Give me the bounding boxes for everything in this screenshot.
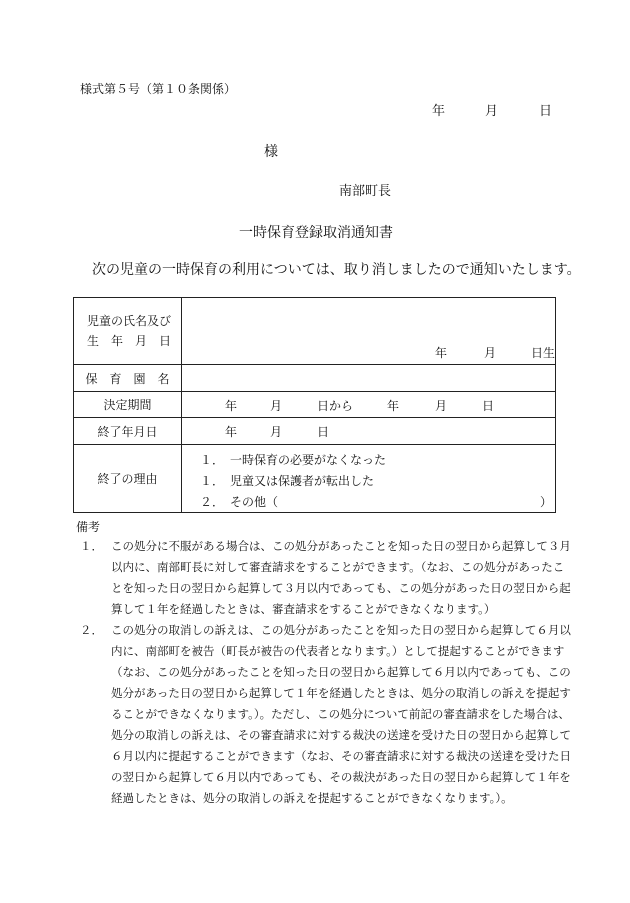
period-day-2: 日 <box>482 399 495 413</box>
reason-option-1[interactable]: １． 一時保育の必要がなくなった <box>200 453 387 467</box>
date-month: 月 <box>485 104 499 119</box>
issuer-name: 南部町長 <box>339 184 392 199</box>
end-year: 年 <box>225 425 238 439</box>
nursery-label: 保 育 園 名 <box>74 365 182 392</box>
row-child <box>74 298 556 365</box>
row-period <box>74 392 556 418</box>
note-2-line: 処分の取消しの訴えは、その審査請求に対する裁決の送達を受けた日の翌日から起算して <box>111 728 571 742</box>
period-year-1: 年 <box>225 399 238 413</box>
reason-label: 終了の理由 <box>74 445 182 513</box>
notice-table <box>73 297 556 513</box>
end-month: 月 <box>270 425 283 439</box>
child-label-cell <box>74 298 182 365</box>
reason-value-cell <box>182 445 556 513</box>
note-1-line: 以内に、南部町長に対して審査請求をすることができます。（なお、この処分があったこ <box>111 560 565 574</box>
note-1-line: この処分に不服がある場合は、この処分があったことを知った日の翌日から起算して３月 <box>111 539 571 553</box>
notes-heading: 備考 <box>76 520 101 534</box>
period-from: 日から <box>317 399 354 413</box>
period-value-cell[interactable] <box>182 392 556 418</box>
note-1-number: １． <box>80 539 103 553</box>
birth-month: 月 <box>484 346 497 360</box>
birth-year: 年 <box>435 346 448 360</box>
note-1-line: とを知った日の翌日から起算して３月以内であっても、この処分があった日の翌日から起 <box>111 581 571 595</box>
end-date-label: 終了年月日 <box>74 418 182 445</box>
birth-day: 日生 <box>531 346 556 360</box>
row-reason <box>74 445 556 513</box>
child-label-line1: 児童の氏名及び <box>87 314 172 328</box>
note-2-line: 処分があった日の翌日から起算して１年を経過したときは、処分の取消しの訴えを提起す <box>111 686 571 700</box>
note-2-line: （なお、この処分があったことを知った日の翌日から起算して６月以内であっても、この <box>111 665 571 679</box>
child-value-cell[interactable] <box>182 298 556 365</box>
form-number: 様式第５号（第１０条関係） <box>80 82 237 96</box>
reason-option-2[interactable]: １． 児童又は保護者が転出した <box>200 474 375 488</box>
note-2-line: 経過したときは、処分の取消しの訴えを提起することができなくなります。）。 <box>111 791 513 805</box>
note-2-line: 内に、南部町を被告（町長が被告の代表者となります。）として提起することができます <box>111 644 565 658</box>
reason-option-3[interactable]: ２． その他（ <box>200 495 279 509</box>
child-label-line2: 生 年 月 日 <box>87 334 172 348</box>
period-month-1: 月 <box>270 399 283 413</box>
note-1-line: 算して１年を経過したときは、審査請求をすることができなくなります。） <box>111 602 496 616</box>
intro-text: 次の児童の一時保育の利用については、取り消しましたので通知いたします。 <box>92 262 581 278</box>
period-month-2: 月 <box>435 399 448 413</box>
end-date-value-cell[interactable] <box>182 418 556 445</box>
recipient-suffix: 様 <box>264 144 278 160</box>
note-2-line: この処分の取消しの訴えは、この処分があったことを知った日の翌日から起算して６月以 <box>111 623 571 637</box>
note-2-line: の翌日から起算して６月以内であっても、その裁決があった日の翌日から起算して１年を <box>111 770 571 784</box>
date-year: 年 <box>432 104 446 119</box>
reason-option-3-close: ） <box>540 495 553 509</box>
document-title: 一時保育登録取消通知書 <box>239 225 393 241</box>
period-label: 決定期間 <box>74 392 182 418</box>
row-nursery <box>74 365 556 392</box>
period-year-2: 年 <box>387 399 400 413</box>
row-end-date <box>74 418 556 445</box>
date-day: 日 <box>539 104 553 119</box>
note-2-line: ６月以内に提起することができます（なお、その審査請求に対する裁決の送達を受けた日 <box>111 749 571 763</box>
note-2-line: ることができなくなります。）。ただし、この処分について前記の審査請求をした場合は、 <box>111 707 570 721</box>
note-2-number: ２． <box>80 623 103 637</box>
nursery-value-cell[interactable] <box>182 365 556 392</box>
end-day: 日 <box>317 425 330 439</box>
